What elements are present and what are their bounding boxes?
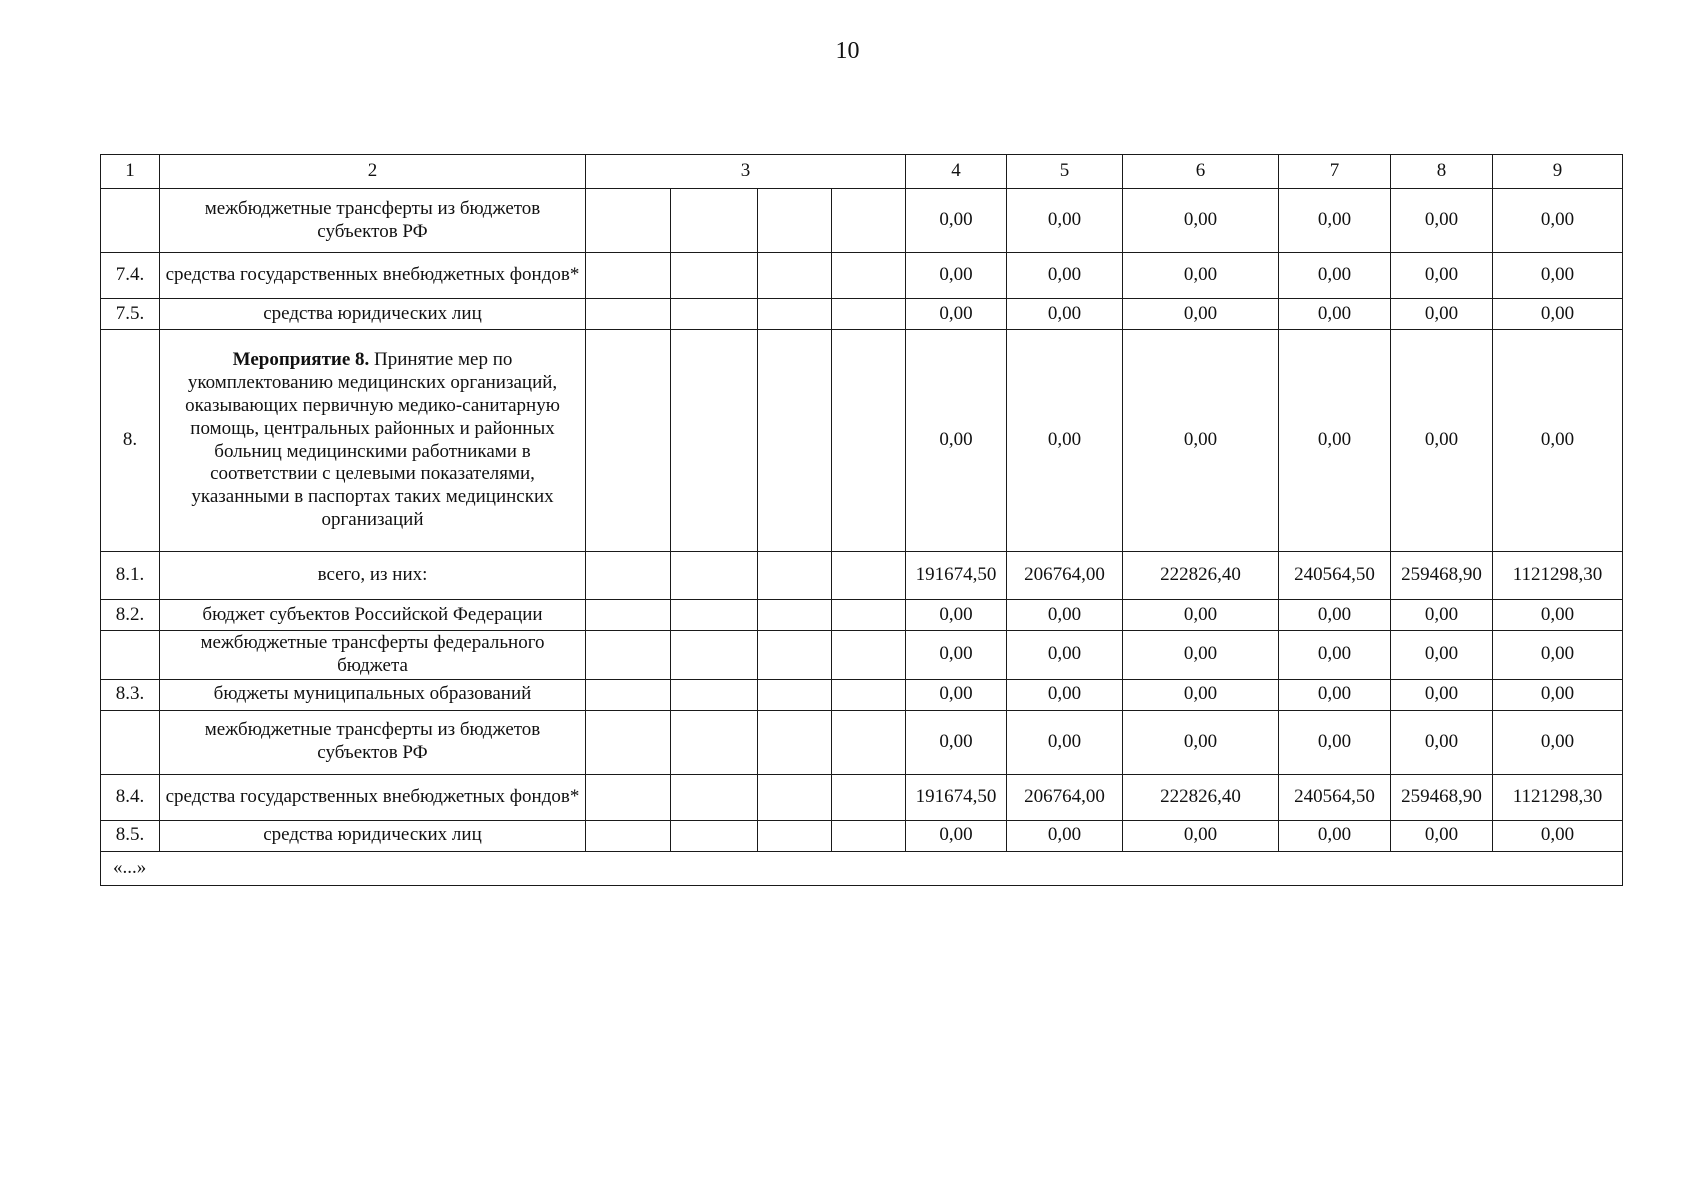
row-number: 7.4. [101, 253, 160, 299]
table-header-row [101, 155, 1623, 189]
value-col-9: 0,00 [1493, 710, 1623, 774]
header-col-9: 9 [1493, 155, 1623, 189]
value-col-5: 0,00 [1007, 600, 1123, 631]
row-description-text: бюджеты муниципальных образований [213, 683, 532, 705]
empty-subcol-cell [832, 299, 906, 330]
empty-subcol-cell [832, 820, 906, 851]
value-col-6: 0,00 [1123, 600, 1279, 631]
empty-subcol-cell [671, 299, 758, 330]
value-col-9: 0,00 [1493, 631, 1623, 680]
empty-subcol-cell [758, 552, 832, 600]
row-description-text: всего, из них: [317, 564, 428, 586]
value-col-4: 0,00 [906, 710, 1007, 774]
row-description-text: средства государственных внебюджетных фондов* [165, 264, 580, 286]
empty-subcol-cell [586, 253, 671, 299]
value-col-4: 0,00 [906, 679, 1007, 710]
value-col-8: 0,00 [1391, 710, 1493, 774]
row-number [101, 631, 160, 680]
value-col-9: 0,00 [1493, 299, 1623, 330]
row-description-text: межбюджетные трансферты из бюджетов субъектов РФ [204, 719, 541, 764]
row-description-text: межбюджетные трансферты федерального бюджета [200, 632, 545, 676]
value-col-9: 0,00 [1493, 600, 1623, 631]
row-description-text: бюджет субъектов Российской Федерации [202, 603, 543, 625]
header-col-5: 5 [1007, 155, 1123, 189]
value-col-4: 191674,50 [906, 774, 1007, 820]
value-col-5: 206764,00 [1007, 774, 1123, 820]
row-number: 8. [101, 330, 160, 552]
row-description-text: средства юридических лиц [263, 824, 482, 846]
empty-subcol-cell [832, 679, 906, 710]
value-col-7: 0,00 [1279, 299, 1391, 330]
row-description [160, 552, 586, 600]
value-col-8: 0,00 [1391, 330, 1493, 552]
empty-subcol-cell [671, 774, 758, 820]
continuation-mark: «...» [101, 851, 1623, 885]
value-col-8: 0,00 [1391, 600, 1493, 631]
value-col-4: 0,00 [906, 820, 1007, 851]
row-description [160, 710, 586, 774]
header-col-4: 4 [906, 155, 1007, 189]
value-col-8: 0,00 [1391, 820, 1493, 851]
value-col-5: 0,00 [1007, 330, 1123, 552]
empty-subcol-cell [586, 552, 671, 600]
value-col-8: 259468,90 [1391, 774, 1493, 820]
table-row [101, 710, 1623, 774]
row-description-text: средства государственных внебюджетных фондов* [165, 785, 580, 807]
row-number: 8.1. [101, 552, 160, 600]
table-row [101, 631, 1623, 680]
row-number: 8.3. [101, 679, 160, 710]
row-description [160, 189, 586, 253]
value-col-6: 222826,40 [1123, 774, 1279, 820]
value-col-5: 0,00 [1007, 631, 1123, 680]
row-number [101, 710, 160, 774]
empty-subcol-cell [586, 299, 671, 330]
value-col-4: 0,00 [906, 299, 1007, 330]
value-col-9: 0,00 [1493, 330, 1623, 552]
empty-subcol-cell [758, 600, 832, 631]
row-number [101, 189, 160, 253]
value-col-7: 0,00 [1279, 600, 1391, 631]
value-col-6: 0,00 [1123, 330, 1279, 552]
row-description [160, 679, 586, 710]
row-description [160, 600, 586, 631]
empty-subcol-cell [832, 631, 906, 680]
value-col-6: 0,00 [1123, 189, 1279, 253]
value-col-6: 0,00 [1123, 253, 1279, 299]
empty-subcol-cell [671, 330, 758, 552]
empty-subcol-cell [832, 600, 906, 631]
empty-subcol-cell [671, 189, 758, 253]
value-col-5: 0,00 [1007, 299, 1123, 330]
header-col-1: 1 [101, 155, 160, 189]
table-row [101, 552, 1623, 600]
empty-subcol-cell [671, 820, 758, 851]
value-col-6: 0,00 [1123, 631, 1279, 680]
value-col-6: 0,00 [1123, 710, 1279, 774]
empty-subcol-cell [758, 330, 832, 552]
row-number: 8.4. [101, 774, 160, 820]
empty-subcol-cell [671, 679, 758, 710]
value-col-7: 0,00 [1279, 631, 1391, 680]
empty-subcol-cell [586, 189, 671, 253]
value-col-4: 0,00 [906, 631, 1007, 680]
table-row [101, 330, 1623, 552]
row-description-title: Мероприятие 8. [232, 349, 370, 371]
value-col-7: 240564,50 [1279, 552, 1391, 600]
value-col-9: 0,00 [1493, 820, 1623, 851]
empty-subcol-cell [586, 710, 671, 774]
value-col-4: 191674,50 [906, 552, 1007, 600]
row-description-text: Принятие мер по укомплектованию медицинских организаций, оказывающих первичную медико-санитарную помощь, центральных районных и районных больниц медицинскими работниками в соответствии с целевыми показателями, указанными в паспортах таких медицинских организаций [185, 349, 560, 530]
value-col-4: 0,00 [906, 189, 1007, 253]
empty-subcol-cell [758, 253, 832, 299]
table-row [101, 189, 1623, 253]
empty-subcol-cell [832, 552, 906, 600]
empty-subcol-cell [758, 774, 832, 820]
value-col-7: 0,00 [1279, 820, 1391, 851]
header-col-7: 7 [1279, 155, 1391, 189]
empty-subcol-cell [671, 552, 758, 600]
empty-subcol-cell [671, 253, 758, 299]
value-col-5: 0,00 [1007, 679, 1123, 710]
value-col-7: 240564,50 [1279, 774, 1391, 820]
value-col-5: 0,00 [1007, 189, 1123, 253]
value-col-7: 0,00 [1279, 710, 1391, 774]
value-col-7: 0,00 [1279, 679, 1391, 710]
empty-subcol-cell [758, 710, 832, 774]
table-row [101, 820, 1623, 851]
row-number: 8.5. [101, 820, 160, 851]
value-col-8: 0,00 [1391, 679, 1493, 710]
value-col-6: 0,00 [1123, 299, 1279, 330]
empty-subcol-cell [758, 820, 832, 851]
empty-subcol-cell [586, 600, 671, 631]
empty-subcol-cell [586, 330, 671, 552]
empty-subcol-cell [586, 820, 671, 851]
value-col-5: 206764,00 [1007, 552, 1123, 600]
value-col-4: 0,00 [906, 600, 1007, 631]
value-col-7: 0,00 [1279, 189, 1391, 253]
row-description [160, 299, 586, 330]
row-description [160, 253, 586, 299]
table-row [101, 600, 1623, 631]
value-col-8: 0,00 [1391, 189, 1493, 253]
header-col-3: 3 [586, 155, 906, 189]
value-col-9: 1121298,30 [1493, 774, 1623, 820]
empty-subcol-cell [586, 774, 671, 820]
value-col-5: 0,00 [1007, 820, 1123, 851]
value-col-4: 0,00 [906, 253, 1007, 299]
value-col-7: 0,00 [1279, 253, 1391, 299]
value-col-9: 0,00 [1493, 189, 1623, 253]
table-row [101, 679, 1623, 710]
value-col-6: 0,00 [1123, 820, 1279, 851]
row-description [160, 820, 586, 851]
value-col-6: 0,00 [1123, 679, 1279, 710]
value-col-5: 0,00 [1007, 710, 1123, 774]
budget-table [100, 154, 1623, 886]
empty-subcol-cell [758, 631, 832, 680]
empty-subcol-cell [758, 299, 832, 330]
empty-subcol-cell [586, 631, 671, 680]
header-col-2: 2 [160, 155, 586, 189]
empty-subcol-cell [832, 330, 906, 552]
row-number: 7.5. [101, 299, 160, 330]
value-col-8: 0,00 [1391, 299, 1493, 330]
value-col-6: 222826,40 [1123, 552, 1279, 600]
empty-subcol-cell [832, 710, 906, 774]
empty-subcol-cell [671, 631, 758, 680]
row-description [160, 774, 586, 820]
empty-subcol-cell [832, 774, 906, 820]
value-col-8: 259468,90 [1391, 552, 1493, 600]
table-row [101, 774, 1623, 820]
empty-subcol-cell [832, 189, 906, 253]
empty-subcol-cell [671, 710, 758, 774]
table-row [101, 253, 1623, 299]
row-description [160, 330, 586, 552]
header-col-6: 6 [1123, 155, 1279, 189]
row-description-text: средства юридических лиц [263, 302, 482, 324]
row-description-text: межбюджетные трансферты из бюджетов субъектов РФ [204, 197, 541, 242]
value-col-8: 0,00 [1391, 253, 1493, 299]
table-row [101, 299, 1623, 330]
empty-subcol-cell [671, 600, 758, 631]
page-number: 10 [835, 38, 860, 64]
empty-subcol-cell [758, 679, 832, 710]
empty-subcol-cell [758, 189, 832, 253]
value-col-9: 1121298,30 [1493, 552, 1623, 600]
value-col-5: 0,00 [1007, 253, 1123, 299]
row-number: 8.2. [101, 600, 160, 631]
value-col-9: 0,00 [1493, 679, 1623, 710]
value-col-8: 0,00 [1391, 631, 1493, 680]
empty-subcol-cell [832, 253, 906, 299]
empty-subcol-cell [586, 679, 671, 710]
value-col-9: 0,00 [1493, 253, 1623, 299]
value-col-4: 0,00 [906, 330, 1007, 552]
table-footer-row [101, 851, 1623, 885]
row-description [160, 631, 586, 680]
value-col-7: 0,00 [1279, 330, 1391, 552]
header-col-8: 8 [1391, 155, 1493, 189]
